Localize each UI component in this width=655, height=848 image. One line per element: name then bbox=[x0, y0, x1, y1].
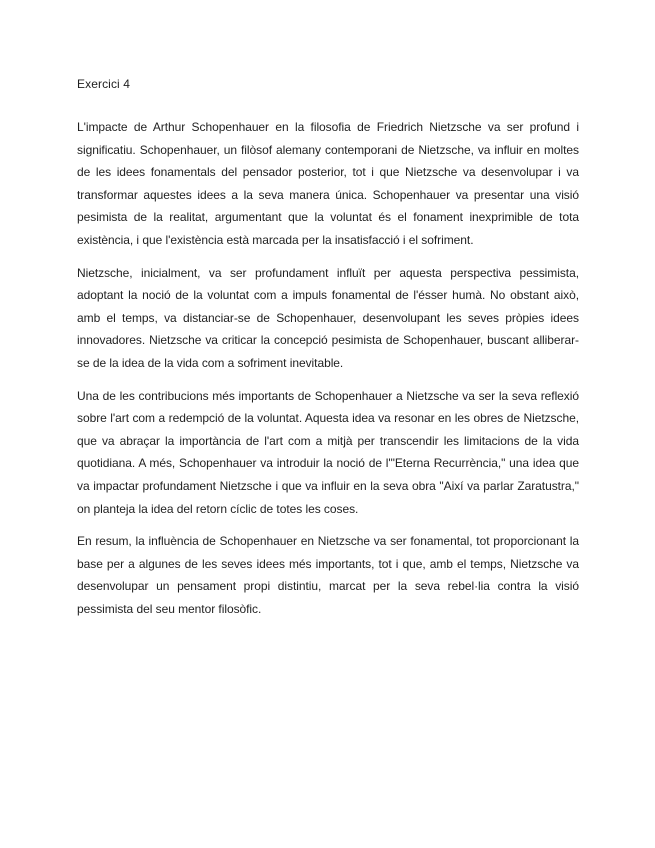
paragraph-4: En resum, la influència de Schopenhauer en Nietzsche va ser fonamental, tot proporcionant la base per a algunes de les seves idees més importants, tot i que, amb el temps, Nietzsche va desenvolupar un pensament propi distintiu, marcat per la seva rebel·lia contra la visió pessimista del seu mentor filosòfic. bbox=[77, 534, 579, 616]
paragraph-2: Nietzsche, inicialment, va ser profundament influït per aquesta perspectiva pessimista, adoptant la noció de la voluntat com a impuls fonamental de l'ésser humà. No obstant això, amb el temps, va distanciar-se de Schopenhauer, desenvolupant les seves pròpies idees innovadores. Nietzsche va criticar la concepció pesimista de Schopenhauer, buscant alliberar-se de la idea de la vida com a sofriment inevitable. bbox=[77, 265, 579, 370]
paragraph-3: Una de les contribucions més importants de Schopenhauer a Nietzsche va ser la seva reflexió sobre l'art com a redempció de la voluntat. Aquesta idea va resonar en les obres de Nietzsche, que va abraçar la importància de l'art com a mitjà per transcendir les limitacions de la vida quotidiana. A més, Schopenhauer va introduir la noció de l'"Eterna Recurrència," una idea que va impactar profundament Nietzsche i que va influir en la seva obra "Així va parlar Zaratustra," on planteja la idea del retorn cíclic de totes les coses. bbox=[77, 388, 579, 516]
paragraph-1: L'impacte de Arthur Schopenhauer en la filosofia de Friedrich Nietzsche va ser profund i significatiu. Schopenhauer, un filòsof alemany contemporani de Nietzsche, va influir en moltes de les idees fonamentals del pensador posterior, tot i que Nietzsche va desenvolupar i va transformar aquestes idees a la seva manera única. Schopenhauer va presentar una visió pesimista de la realitat, argumentant que la voluntat és el fonament inexprimible de tota existència, i que l'existència està marcada per la insatisfacció i el sofriment. bbox=[77, 120, 579, 247]
document-heading: Exercici 4 bbox=[77, 77, 131, 91]
document-page bbox=[77, 74, 579, 630]
